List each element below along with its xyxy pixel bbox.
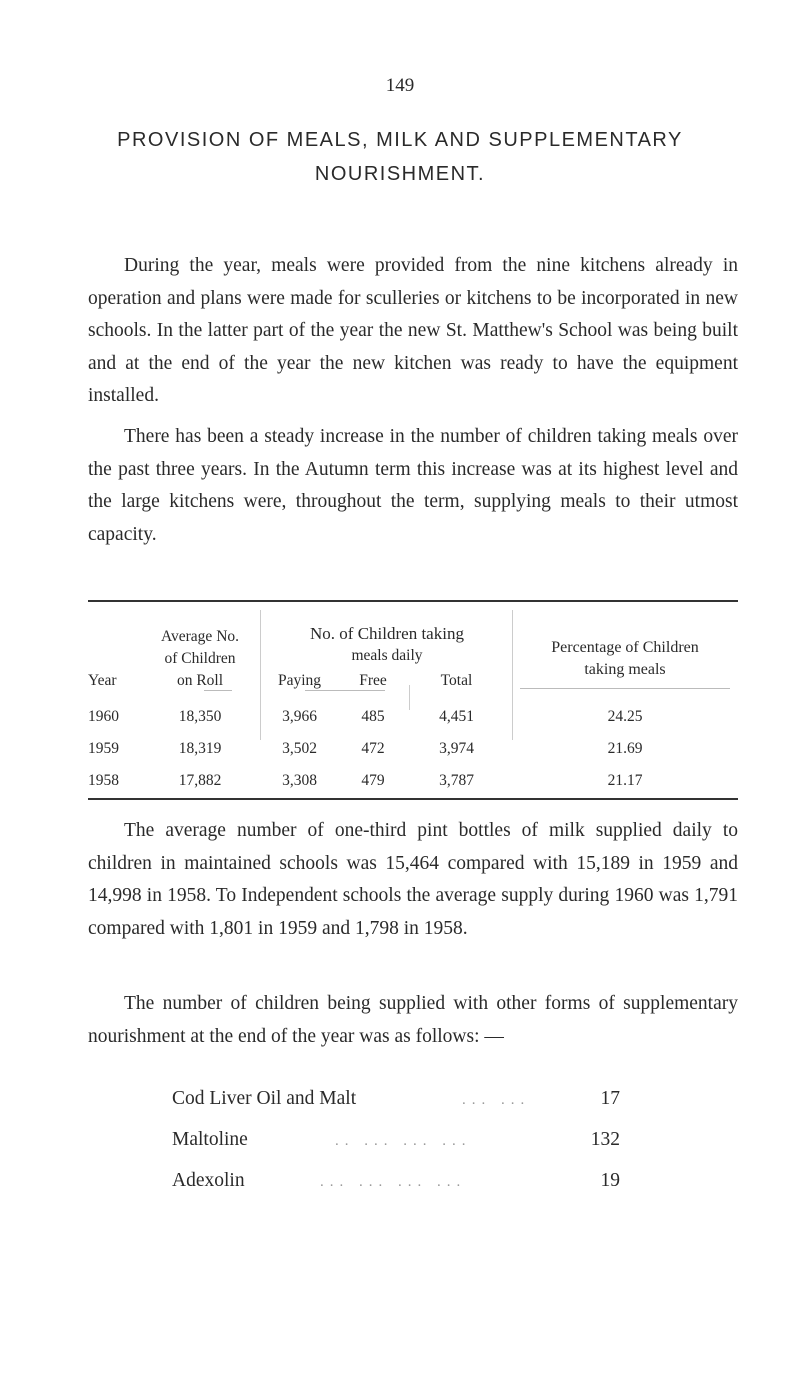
cell-total: 3,974 <box>439 740 474 757</box>
cell-paying: 3,966 <box>282 708 317 725</box>
supplement-label: Adexolin <box>172 1170 245 1191</box>
table-top-rule <box>88 600 738 602</box>
cell-roll: 18,350 <box>178 708 222 725</box>
cell-roll: 17,882 <box>178 772 222 789</box>
leader-dots: ... ... <box>462 1092 531 1108</box>
supplement-value: 19 <box>600 1170 620 1191</box>
header-underline-percentage <box>520 688 730 689</box>
cell-year: 1958 <box>88 772 119 789</box>
heading-line-1: PROVISION OF MEALS, MILK AND SUPPLEMENTARY <box>117 129 683 151</box>
cell-paying: 3,502 <box>282 740 317 757</box>
header-underline-paying-free <box>305 690 385 691</box>
cell-free: 472 <box>361 740 385 757</box>
cell-roll: 18,319 <box>178 740 222 757</box>
cell-percentage: 24.25 <box>607 708 643 725</box>
leader-dots: .. ... ... ... <box>335 1133 472 1149</box>
paragraph-milk <box>88 815 738 945</box>
supplement-value: 132 <box>590 1129 620 1150</box>
paragraph-kitchens <box>88 250 738 413</box>
paragraph-meals-increase <box>88 421 738 551</box>
cell-free: 485 <box>361 708 385 725</box>
cell-year: 1960 <box>88 708 119 725</box>
cell-year: 1959 <box>88 740 119 757</box>
header-free: Free <box>359 672 387 689</box>
header-underline-roll <box>204 690 232 691</box>
header-percentage <box>512 637 738 681</box>
header-average-line-3: on Roll <box>176 672 224 689</box>
header-percentage-line-1: Percentage of Children <box>551 639 699 656</box>
column-divider-2 <box>409 685 410 710</box>
paragraph-nourishment-text: The number of children being supplied with other forms of supplementary nourishment at the end of the year was as follows: — <box>88 993 738 1047</box>
cell-total: 3,787 <box>439 772 474 789</box>
header-year: Year <box>88 672 117 689</box>
column-divider-1 <box>260 610 261 740</box>
header-total: Total <box>440 672 473 689</box>
header-average-line-2: of Children <box>164 650 236 667</box>
header-percentage-line-2: taking meals <box>584 661 666 678</box>
paragraph-milk-text: The average number of one-third pint bottles of milk supplied daily to children in maintained schools was 15,464 compared with 15,189 in 1959 and 14,998 in 1958. To Independent schools the average supply during 1960 was 1,791 compared with 1,801 in 1959 and 1,798 in 1958. <box>88 820 738 939</box>
cell-percentage: 21.17 <box>607 772 643 789</box>
cell-free: 479 <box>361 772 385 789</box>
header-average-roll <box>140 626 260 692</box>
header-children-taking <box>262 623 512 667</box>
supplement-label: Maltoline <box>172 1129 248 1150</box>
header-taking-line-1: No. of Children taking <box>310 624 464 643</box>
table-bottom-rule <box>88 798 738 800</box>
header-paying: Paying <box>277 672 322 689</box>
cell-total: 4,451 <box>439 708 474 725</box>
page-number: 149 <box>385 75 415 96</box>
cell-percentage: 21.69 <box>607 740 643 757</box>
header-taking-line-2: meals daily <box>351 647 423 664</box>
paragraph-nourishment <box>88 988 738 1053</box>
heading-line-2: NOURISHMENT. <box>314 163 486 185</box>
supplement-label: Cod Liver Oil and Malt <box>172 1088 357 1109</box>
cell-paying: 3,308 <box>282 772 317 789</box>
paragraph-meals-increase-text: There has been a steady increase in the number of children taking meals over the past three years. In the Autumn term this increase was at its highest level and the large kitchens were, throughout the term, supplying meals to their utmost capacity. <box>88 426 738 545</box>
paragraph-kitchens-text: During the year, meals were provided from the nine kitchens already in operation and plans were made for sculleries or kitchens to be incorporated in new schools. In the latter part of the year the new St. Matthew's School was being built and at the end of the year the new kitchen was ready to have the equipment installed. <box>88 255 738 406</box>
section-heading <box>0 123 800 191</box>
supplement-value: 17 <box>600 1088 620 1109</box>
header-average-line-1: Average No. <box>160 628 240 645</box>
leader-dots: ... ... ... ... <box>320 1174 467 1190</box>
